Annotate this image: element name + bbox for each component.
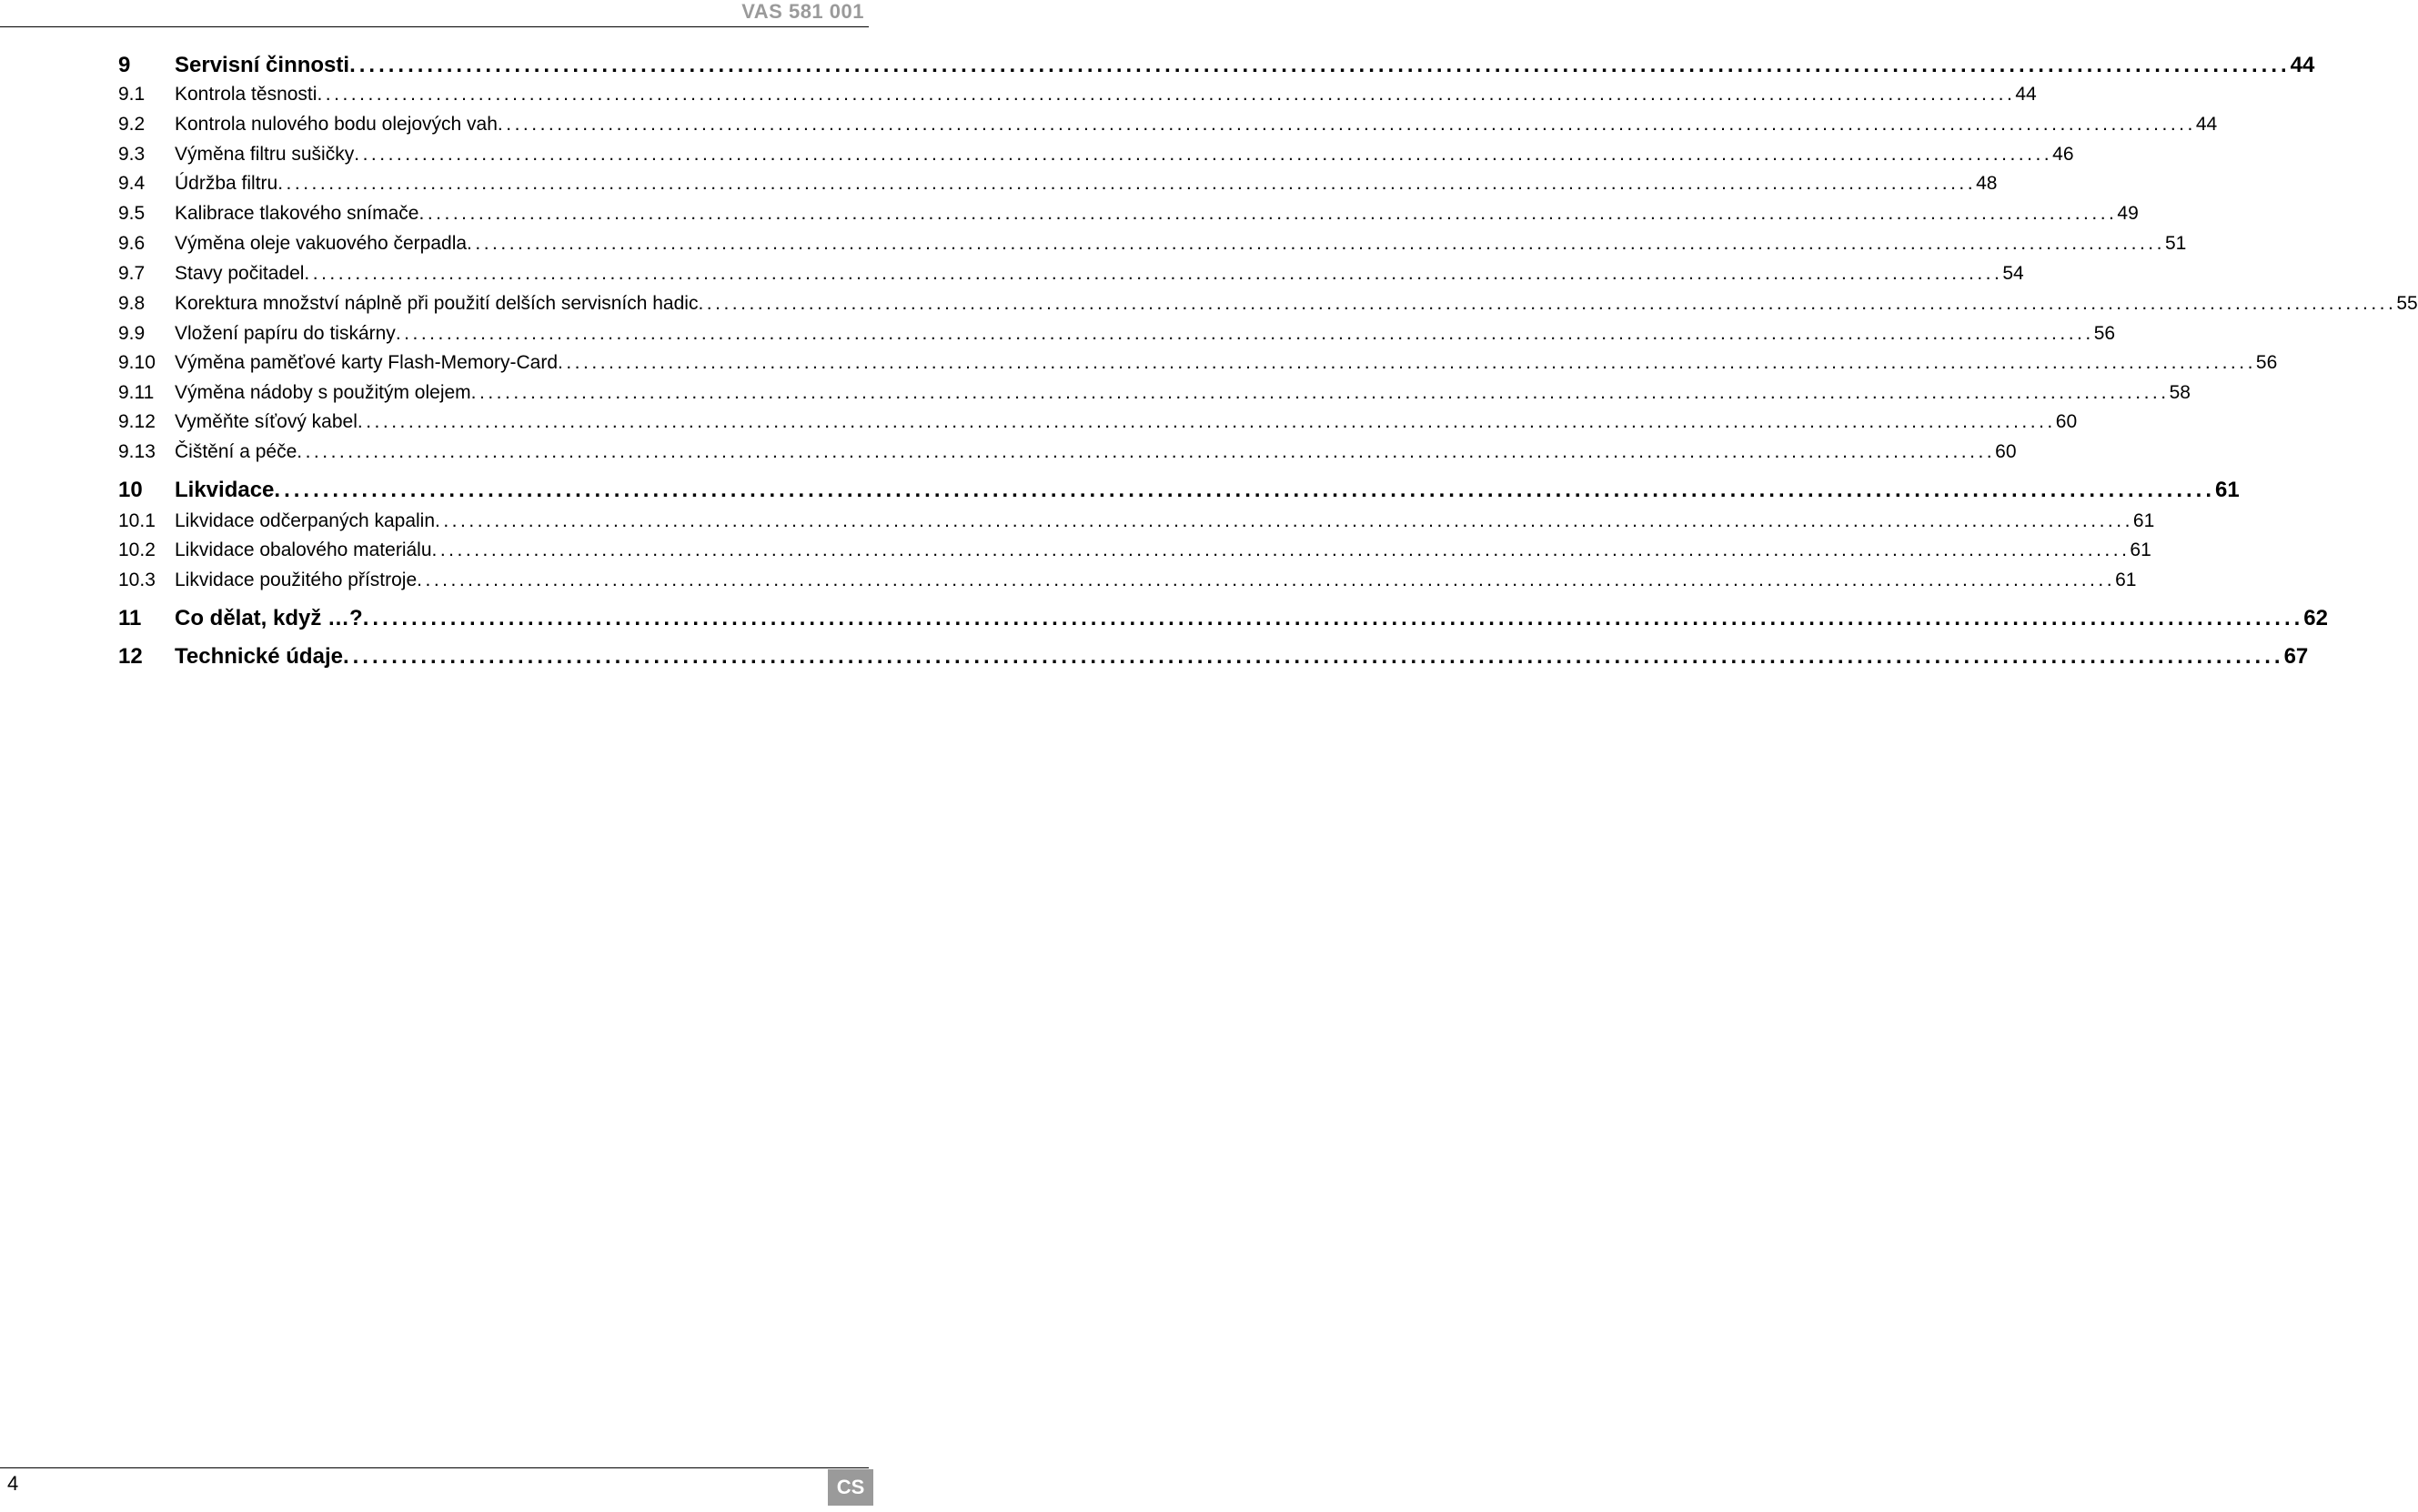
toc-number: 9.12 [118, 411, 156, 432]
toc-row[interactable] [118, 203, 2139, 232]
toc-page: 51 [2164, 233, 2187, 254]
toc-number: 9.1 [118, 84, 146, 105]
toc-row[interactable] [118, 84, 2037, 113]
toc-title: Výměna paměťové karty Flash-Memory-Card [175, 352, 559, 373]
toc-row[interactable] [118, 382, 2191, 411]
toc-page: 62 [2303, 606, 2328, 630]
toc-title: Kalibrace tlakového snímače [175, 203, 419, 224]
toc-page: 49 [2117, 203, 2139, 224]
toc-leader: ........................................................................................................................................................................................................ [342, 644, 2284, 669]
toc-number: 10.3 [118, 570, 156, 590]
toc-leader: ........................................................................................................................................................................................................ [497, 114, 2196, 135]
toc-title: Čištění a péče [175, 441, 297, 462]
toc-number: 10.2 [118, 539, 156, 560]
toc-leader: ........................................................................................................................................................................................................ [317, 84, 2016, 105]
toc-leader: ........................................................................................................................................................................................................ [558, 352, 2256, 373]
toc-number: 9.13 [118, 441, 156, 462]
toc-title: Výměna oleje vakuového čerpadla [175, 233, 468, 254]
toc-page: 48 [1976, 173, 1998, 194]
toc-number: 12 [118, 644, 143, 669]
toc-title: Likvidace obalového materiálu [175, 539, 432, 560]
toc-row[interactable] [118, 263, 2024, 292]
toc-title: Technické údaje [175, 644, 343, 669]
toc-number: 9.8 [118, 293, 146, 314]
toc-number: 9.9 [118, 323, 146, 344]
toc-row[interactable] [118, 53, 2315, 82]
document-code: VAS 581 001 [741, 0, 864, 23]
toc-number: 9.10 [118, 352, 156, 373]
toc-leader: ........................................................................................................................................................................................................ [435, 510, 2133, 531]
toc-title: Co dělat, když …? [175, 606, 363, 630]
header-rule [0, 26, 869, 27]
toc-page: 60 [2055, 411, 2078, 432]
toc-title: Vyměňte síťový kabel [175, 411, 358, 432]
toc-leader: ........................................................................................................................................................................................................ [470, 382, 2170, 403]
toc-leader: ........................................................................................................................................................................................................ [357, 411, 2056, 432]
toc-row[interactable] [118, 441, 2017, 470]
toc-page: 56 [2255, 352, 2278, 373]
toc-leader: ........................................................................................................................................................................................................ [417, 570, 2116, 590]
toc-title: Korektura množství náplně při použití delších servisních hadic [175, 293, 699, 314]
toc-number: 9 [118, 53, 131, 77]
toc-page: 55 [2396, 293, 2418, 314]
toc-leader: ........................................................................................................................................................................................................ [277, 173, 1977, 194]
toc-row[interactable] [118, 644, 2309, 673]
toc-title: Likvidace [175, 478, 275, 502]
toc-number: 9.6 [118, 233, 146, 254]
toc-row[interactable] [118, 606, 2328, 635]
toc-page: 44 [2290, 53, 2315, 77]
toc-page: 54 [2002, 263, 2024, 284]
toc-page: 44 [2015, 84, 2037, 105]
toc-page: 60 [1995, 441, 2017, 462]
toc-row[interactable] [118, 233, 2187, 262]
toc-page: 44 [2195, 114, 2218, 135]
toc-row[interactable] [118, 411, 2078, 440]
toc-row[interactable] [118, 173, 1998, 202]
toc-leader: ........................................................................................................................................................................................................ [274, 478, 2215, 502]
toc-row[interactable] [118, 144, 2074, 173]
toc-page: 61 [2215, 478, 2240, 502]
footer-rule [0, 1467, 869, 1468]
toc-title: Likvidace použitého přístroje [175, 570, 418, 590]
toc-leader: ........................................................................................................................................................................................................ [395, 323, 2094, 344]
toc-page: 67 [2283, 644, 2309, 669]
toc-title: Výměna filtru sušičky [175, 144, 355, 165]
toc-leader: ........................................................................................................................................................................................................ [354, 144, 2053, 165]
language-badge: CS [828, 1469, 873, 1506]
toc-row[interactable] [118, 293, 2418, 322]
toc-leader: ........................................................................................................................................................................................................ [349, 53, 2291, 77]
toc-page: 56 [2093, 323, 2116, 344]
toc-leader: ........................................................................................................................................................................................................ [431, 539, 2131, 560]
toc-title: Stavy počitadel [175, 263, 305, 284]
toc-number: 11 [118, 606, 142, 630]
toc-row[interactable] [118, 510, 2155, 539]
toc-row[interactable] [118, 539, 2151, 569]
toc-leader: ........................................................................................................................................................................................................ [304, 263, 2003, 284]
toc-number: 9.5 [118, 203, 146, 224]
toc-number: 9.4 [118, 173, 146, 194]
toc-number: 9.3 [118, 144, 146, 165]
toc-title: Likvidace odčerpaných kapalin [175, 510, 436, 531]
toc-page: 61 [2115, 570, 2137, 590]
toc-row[interactable] [118, 478, 2240, 507]
toc-title: Výměna nádoby s použitým olejem [175, 382, 471, 403]
toc-leader: ........................................................................................................................................................................................................ [467, 233, 2165, 254]
toc-number: 9.2 [118, 114, 146, 135]
toc-page: 58 [2169, 382, 2191, 403]
toc-leader: ........................................................................................................................................................................................................ [418, 203, 2118, 224]
toc-title: Kontrola nulového bodu olejových vah [175, 114, 498, 135]
toc-page: 46 [2052, 144, 2074, 165]
toc-number: 10 [118, 478, 143, 502]
toc-leader: ........................................................................................................................................................................................................ [698, 293, 2397, 314]
toc-row[interactable] [118, 352, 2278, 381]
toc-row[interactable] [118, 323, 2116, 352]
toc-leader: ........................................................................................................................................................................................................ [362, 606, 2304, 630]
toc-title: Údržba filtru [175, 173, 278, 194]
toc-number: 9.11 [118, 382, 155, 403]
toc-title: Servisní činnosti [175, 53, 350, 77]
toc-number: 9.7 [118, 263, 146, 284]
toc-page: 61 [2132, 510, 2155, 531]
toc-title: Vložení papíru do tiskárny [175, 323, 396, 344]
toc-row[interactable] [118, 114, 2218, 143]
toc-page: 61 [2130, 539, 2151, 560]
toc-row[interactable] [118, 570, 2137, 599]
toc-leader: ........................................................................................................................................................................................................ [297, 441, 1996, 462]
page-number: 4 [7, 1472, 19, 1495]
toc-title: Kontrola těsnosti [175, 84, 317, 105]
toc-number: 10.1 [118, 510, 156, 531]
